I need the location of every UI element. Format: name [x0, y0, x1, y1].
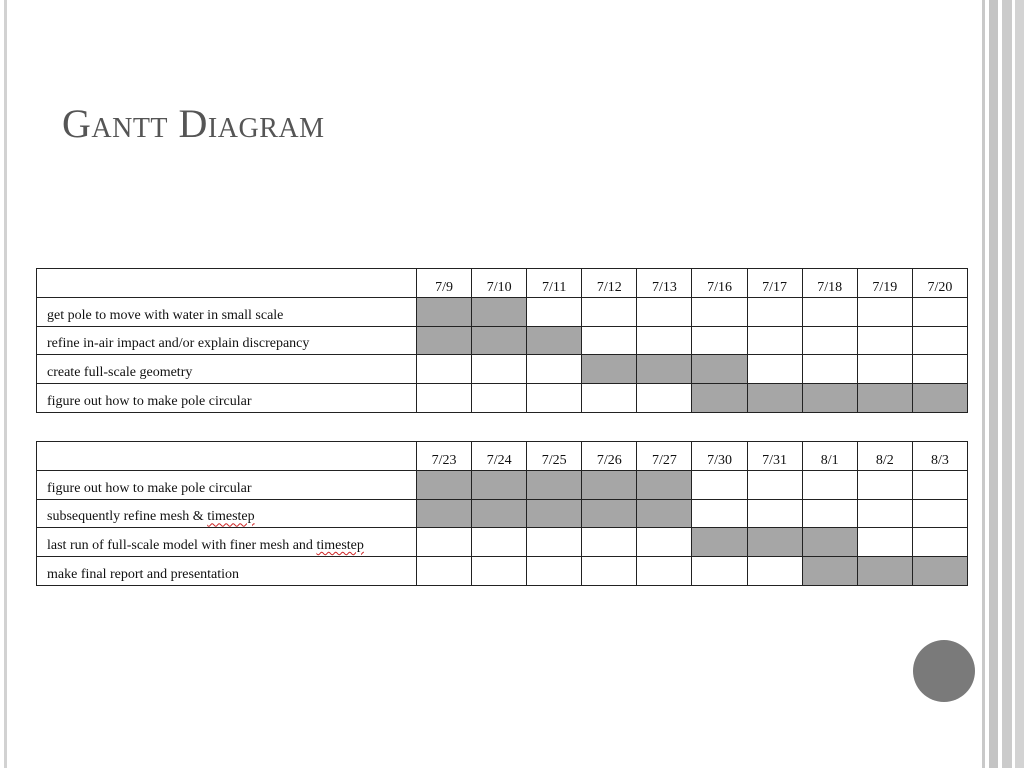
gantt-cell — [802, 499, 857, 528]
date-header: 7/20 — [912, 269, 967, 298]
task-label: create full-scale geometry — [37, 355, 417, 384]
slide-title: Gantt Diagram — [62, 101, 325, 146]
gantt-cell — [527, 326, 582, 355]
gantt-cell — [417, 326, 472, 355]
gantt-cell — [747, 384, 802, 413]
date-header: 7/17 — [747, 269, 802, 298]
gantt-corner-cell — [37, 442, 417, 471]
gantt-cell — [417, 499, 472, 528]
gantt-table-1 — [36, 268, 968, 413]
spellcheck-word: timestep — [316, 538, 364, 553]
gantt-task-row — [37, 557, 968, 586]
gantt-cell — [692, 528, 747, 557]
task-label: last run of full-scale model with finer mesh and timestep — [37, 528, 417, 557]
gantt-task-row — [37, 355, 968, 384]
gantt-cell — [527, 355, 582, 384]
date-header: 7/24 — [472, 442, 527, 471]
gantt-cell — [692, 557, 747, 586]
date-header: 7/11 — [527, 269, 582, 298]
gantt-task-row — [37, 297, 968, 326]
gantt-cell — [802, 355, 857, 384]
gantt-cell — [417, 297, 472, 326]
gantt-cell — [527, 557, 582, 586]
task-label: figure out how to make pole circular — [37, 384, 417, 413]
gantt-cell — [637, 326, 692, 355]
gantt-cell — [417, 384, 472, 413]
gantt-task-row — [37, 499, 968, 528]
date-header: 7/12 — [582, 269, 637, 298]
gantt-cell — [637, 470, 692, 499]
gantt-cell — [802, 384, 857, 413]
date-header: 8/1 — [802, 442, 857, 471]
date-header: 7/26 — [582, 442, 637, 471]
gantt-task-row — [37, 528, 968, 557]
slide-left-border — [0, 0, 10, 768]
gantt-cell — [692, 470, 747, 499]
gantt-cell — [692, 297, 747, 326]
gantt-cell — [527, 297, 582, 326]
task-label: make final report and presentation — [37, 557, 417, 586]
date-header: 7/25 — [527, 442, 582, 471]
gantt-cell — [527, 499, 582, 528]
gantt-cell — [582, 470, 637, 499]
gantt-cell — [527, 384, 582, 413]
gantt-cell — [692, 326, 747, 355]
gantt-cell — [857, 384, 912, 413]
gantt-cell — [472, 384, 527, 413]
gantt-cell — [582, 384, 637, 413]
gantt-cell — [637, 528, 692, 557]
gantt-table-2 — [36, 441, 968, 586]
gantt-cell — [802, 557, 857, 586]
gantt-cell — [417, 557, 472, 586]
gantt-cell — [472, 499, 527, 528]
date-header: 7/30 — [692, 442, 747, 471]
gantt-task-row — [37, 384, 968, 413]
gantt-cell — [857, 557, 912, 586]
gantt-cell — [857, 470, 912, 499]
date-header: 7/23 — [417, 442, 472, 471]
gantt-cell — [582, 297, 637, 326]
gantt-cell — [912, 355, 967, 384]
gantt-cell — [747, 557, 802, 586]
gantt-cell — [912, 326, 967, 355]
gantt-cell — [582, 557, 637, 586]
gantt-cell — [692, 499, 747, 528]
spellcheck-word: timestep — [207, 509, 255, 525]
gantt-cell — [912, 557, 967, 586]
gantt-cell — [857, 499, 912, 528]
gantt-cell — [472, 297, 527, 326]
date-header: 7/10 — [472, 269, 527, 298]
gantt-cell — [747, 499, 802, 528]
gantt-cell — [637, 384, 692, 413]
task-label: get pole to move with water in small scale — [37, 297, 417, 326]
gantt-cell — [747, 528, 802, 557]
task-label: figure out how to make pole circular — [37, 470, 417, 499]
date-header: 7/31 — [747, 442, 802, 471]
gantt-header-row — [37, 442, 968, 471]
gantt-cell — [417, 470, 472, 499]
gantt-cell — [857, 326, 912, 355]
gantt-cell — [582, 355, 637, 384]
gantt-cell — [582, 326, 637, 355]
date-header: 7/13 — [637, 269, 692, 298]
gantt-header-row — [37, 269, 968, 298]
gantt-cell — [802, 470, 857, 499]
date-header: 7/9 — [417, 269, 472, 298]
gantt-cell — [912, 470, 967, 499]
gantt-cell — [472, 557, 527, 586]
gantt-cell — [417, 528, 472, 557]
gantt-cell — [857, 297, 912, 326]
gantt-task-row — [37, 470, 968, 499]
date-header: 7/19 — [857, 269, 912, 298]
gantt-cell — [417, 355, 472, 384]
date-header: 8/3 — [912, 442, 967, 471]
gantt-cell — [747, 355, 802, 384]
slide-nav-circle[interactable] — [913, 640, 975, 702]
task-label: refine in-air impact and/or explain discrepancy — [37, 326, 417, 355]
gantt-cell — [912, 297, 967, 326]
date-header: 7/27 — [637, 442, 692, 471]
gantt-cell — [472, 470, 527, 499]
gantt-cell — [637, 355, 692, 384]
gantt-cell — [637, 499, 692, 528]
date-header: 7/18 — [802, 269, 857, 298]
date-header: 7/16 — [692, 269, 747, 298]
gantt-cell — [857, 528, 912, 557]
gantt-cell — [912, 384, 967, 413]
gantt-cell — [692, 355, 747, 384]
gantt-cell — [802, 326, 857, 355]
gantt-cell — [637, 557, 692, 586]
gantt-cell — [472, 528, 527, 557]
gantt-cell — [692, 384, 747, 413]
gantt-cell — [747, 297, 802, 326]
gantt-task-row — [37, 326, 968, 355]
gantt-cell — [802, 297, 857, 326]
gantt-cell — [637, 297, 692, 326]
gantt-cell — [747, 326, 802, 355]
gantt-cell — [857, 355, 912, 384]
gantt-cell — [527, 470, 582, 499]
gantt-cell — [747, 470, 802, 499]
gantt-cell — [472, 355, 527, 384]
gantt-cell — [912, 499, 967, 528]
gantt-cell — [802, 528, 857, 557]
gantt-cell — [582, 499, 637, 528]
gantt-cell — [582, 528, 637, 557]
gantt-cell — [912, 528, 967, 557]
gantt-cell — [472, 326, 527, 355]
date-header: 8/2 — [857, 442, 912, 471]
task-label: subsequently refine mesh & timestep — [37, 499, 417, 528]
gantt-corner-cell — [37, 269, 417, 298]
gantt-cell — [527, 528, 582, 557]
slide-right-border — [980, 0, 1024, 768]
